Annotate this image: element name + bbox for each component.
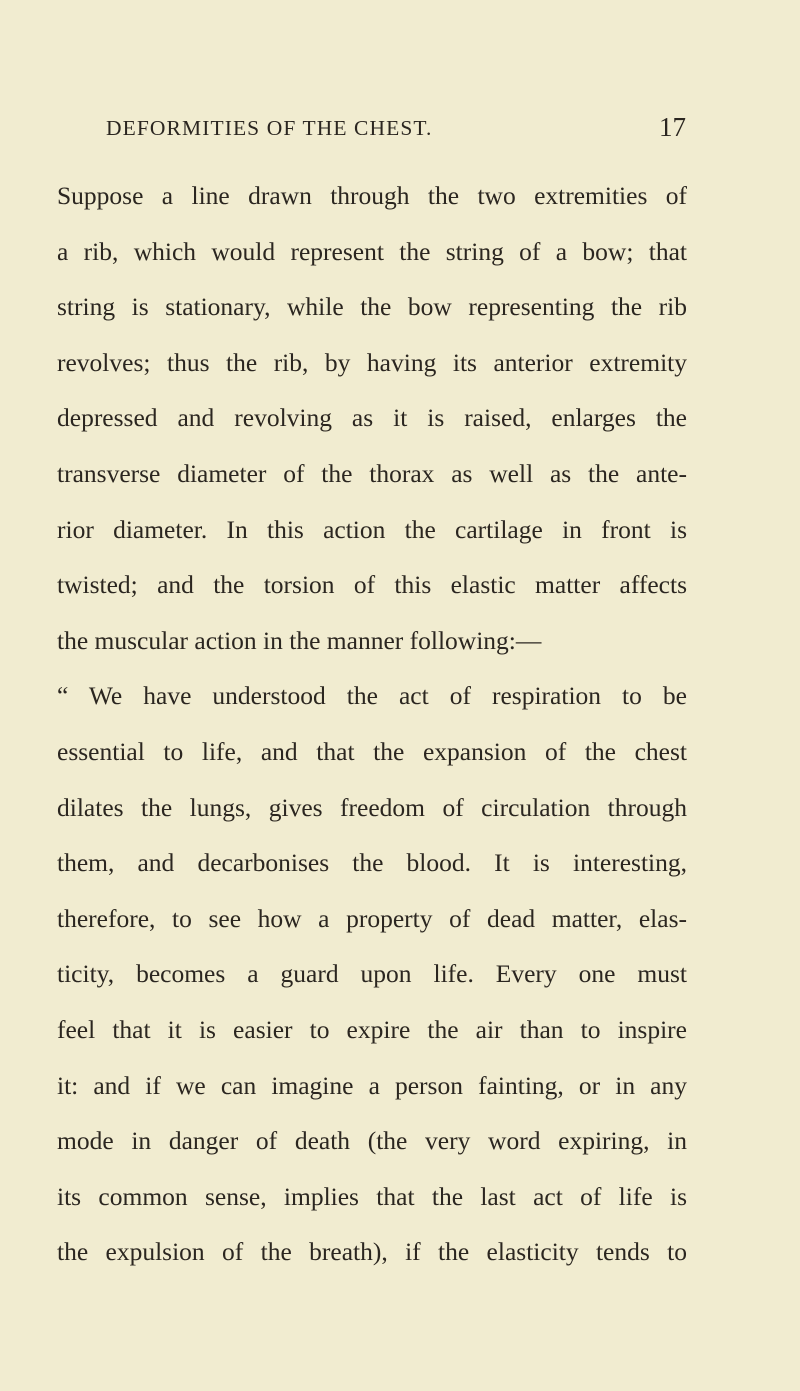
text-line: string is stationary, while the bow representing the rib bbox=[57, 292, 687, 322]
text-line: depressed and revolving as it is raised, enlarges the bbox=[57, 403, 687, 433]
text-line: the muscular action in the manner following:— bbox=[57, 625, 542, 655]
text-line: rior diameter. In this action the cartilage in front is bbox=[57, 514, 687, 544]
text-line: Suppose a line drawn through the two extremities of bbox=[57, 181, 687, 210]
text-line: it: and if we can imagine a person fainting, or in any bbox=[57, 1070, 687, 1100]
running-title: DEFORMITIES OF THE CHEST. bbox=[106, 116, 433, 140]
text-line: twisted; and the torsion of this elastic matter affects bbox=[57, 570, 687, 600]
running-head bbox=[106, 112, 686, 146]
text-line: therefore, to see how a property of dead matter, elas- bbox=[57, 903, 687, 933]
text-line: its common sense, implies that the last act of life is bbox=[57, 1181, 687, 1211]
text-line: ticity, becomes a guard upon life. Every one must bbox=[57, 959, 687, 989]
text-line: the expulsion of the breath), if the elasticity tends to bbox=[57, 1237, 687, 1267]
quote-line: “ We have understood the act of respiration to be bbox=[57, 681, 687, 711]
text-line: dilates the lungs, gives freedom of circulation through bbox=[57, 792, 687, 822]
text-line: feel that it is easier to expire the air than to inspire bbox=[57, 1014, 687, 1044]
text-line: mode in danger of death (the very word expiring, in bbox=[57, 1126, 687, 1156]
page-number: 17 bbox=[659, 112, 686, 142]
text-line: a rib, which would represent the string of a bow; that bbox=[57, 236, 687, 266]
text-line: them, and decarbonises the blood. It is interesting, bbox=[57, 848, 687, 878]
text-line: essential to life, and that the expansion of the chest bbox=[57, 736, 687, 766]
text-line: transverse diameter of the thorax as well as the ante- bbox=[57, 458, 687, 488]
body-text bbox=[57, 168, 687, 1280]
text-line: revolves; thus the rib, by having its anterior extremity bbox=[57, 347, 687, 377]
